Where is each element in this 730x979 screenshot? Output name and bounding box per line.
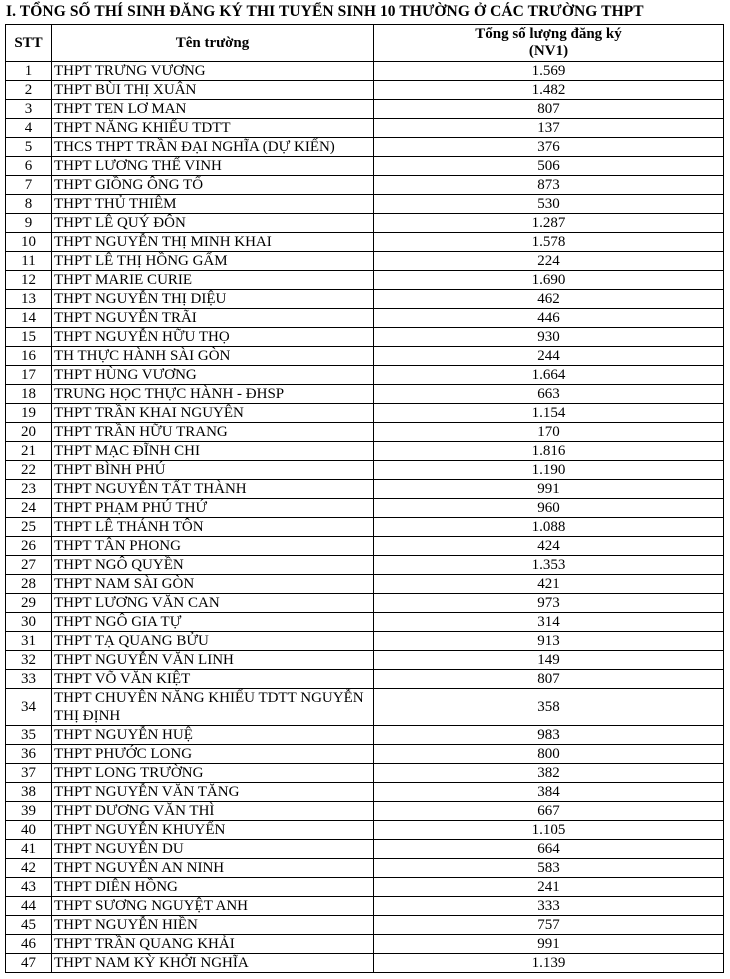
table-row bbox=[6, 309, 724, 328]
cell-total: 991 bbox=[374, 935, 724, 954]
cell-stt: 17 bbox=[6, 366, 52, 385]
cell-stt: 39 bbox=[6, 802, 52, 821]
table-row bbox=[6, 62, 724, 81]
table-row bbox=[6, 916, 724, 935]
cell-name: TRUNG HỌC THỰC HÀNH - ĐHSP bbox=[52, 385, 374, 404]
cell-stt: 6 bbox=[6, 157, 52, 176]
cell-name: THPT NGUYỄN VĂN LINH bbox=[52, 651, 374, 670]
cell-name: THPT NGUYỄN TRÃI bbox=[52, 309, 374, 328]
cell-name: TH THỰC HÀNH SÀI GÒN bbox=[52, 347, 374, 366]
table-row bbox=[6, 632, 724, 651]
cell-stt: 28 bbox=[6, 575, 52, 594]
cell-stt: 22 bbox=[6, 461, 52, 480]
table-row bbox=[6, 119, 724, 138]
header-stt: STT bbox=[6, 25, 52, 62]
table-row bbox=[6, 897, 724, 916]
cell-stt: 23 bbox=[6, 480, 52, 499]
cell-name: THPT NAM KỲ KHỞI NGHĨA bbox=[52, 954, 374, 973]
cell-name: THPT DIÊN HỒNG bbox=[52, 878, 374, 897]
cell-total: 1.139 bbox=[374, 954, 724, 973]
cell-stt: 8 bbox=[6, 195, 52, 214]
cell-name: THPT BÙI THỊ XUÂN bbox=[52, 81, 374, 100]
cell-stt: 9 bbox=[6, 214, 52, 233]
registration-table bbox=[5, 24, 724, 973]
cell-total: 1.287 bbox=[374, 214, 724, 233]
cell-total: 1.690 bbox=[374, 271, 724, 290]
cell-stt: 47 bbox=[6, 954, 52, 973]
header-total bbox=[374, 25, 724, 62]
cell-stt: 12 bbox=[6, 271, 52, 290]
cell-total: 241 bbox=[374, 878, 724, 897]
table-row bbox=[6, 81, 724, 100]
cell-total: 663 bbox=[374, 385, 724, 404]
cell-name: THPT DƯƠNG VĂN THÌ bbox=[52, 802, 374, 821]
cell-total: 446 bbox=[374, 309, 724, 328]
cell-name: THPT NGÔ QUYỀN bbox=[52, 556, 374, 575]
table-row bbox=[6, 366, 724, 385]
cell-name: THPT CHUYÊN NĂNG KHIẾU TDTT NGUYỄN THỊ ĐỊNH bbox=[52, 689, 374, 726]
cell-name: THPT NGUYỄN HỮU THỌ bbox=[52, 328, 374, 347]
cell-name: THPT VÕ VĂN KIỆT bbox=[52, 670, 374, 689]
cell-stt: 38 bbox=[6, 783, 52, 802]
cell-stt: 16 bbox=[6, 347, 52, 366]
cell-name: THPT NGUYỄN VĂN TĂNG bbox=[52, 783, 374, 802]
table-row bbox=[6, 556, 724, 575]
cell-total: 1.154 bbox=[374, 404, 724, 423]
cell-stt: 42 bbox=[6, 859, 52, 878]
table-row bbox=[6, 935, 724, 954]
cell-total: 333 bbox=[374, 897, 724, 916]
table-row bbox=[6, 670, 724, 689]
cell-name: THPT NGUYỄN HIỀN bbox=[52, 916, 374, 935]
table-row bbox=[6, 271, 724, 290]
cell-name: THPT LÊ THỊ HỒNG GẤM bbox=[52, 252, 374, 271]
cell-total: 960 bbox=[374, 499, 724, 518]
cell-stt: 41 bbox=[6, 840, 52, 859]
header-total-line1: Tổng số lượng đăng ký bbox=[475, 26, 622, 42]
cell-stt: 36 bbox=[6, 745, 52, 764]
cell-name: THPT THỦ THIÊM bbox=[52, 195, 374, 214]
table-row bbox=[6, 100, 724, 119]
cell-total: 506 bbox=[374, 157, 724, 176]
cell-name: THPT PHẠM PHÚ THỨ bbox=[52, 499, 374, 518]
cell-stt: 3 bbox=[6, 100, 52, 119]
cell-total: 170 bbox=[374, 423, 724, 442]
cell-total: 382 bbox=[374, 764, 724, 783]
cell-stt: 27 bbox=[6, 556, 52, 575]
cell-total: 376 bbox=[374, 138, 724, 157]
cell-stt: 26 bbox=[6, 537, 52, 556]
cell-total: 930 bbox=[374, 328, 724, 347]
cell-stt: 20 bbox=[6, 423, 52, 442]
table-row bbox=[6, 613, 724, 632]
table-row bbox=[6, 575, 724, 594]
table-row bbox=[6, 764, 724, 783]
cell-stt: 34 bbox=[6, 689, 52, 726]
cell-stt: 7 bbox=[6, 176, 52, 195]
cell-name: THPT HÙNG VƯƠNG bbox=[52, 366, 374, 385]
cell-stt: 35 bbox=[6, 726, 52, 745]
cell-stt: 30 bbox=[6, 613, 52, 632]
table-row bbox=[6, 404, 724, 423]
cell-name: THPT MẠC ĐĨNH CHI bbox=[52, 442, 374, 461]
cell-total: 421 bbox=[374, 575, 724, 594]
table-row bbox=[6, 594, 724, 613]
header-total-line2: (NV1) bbox=[528, 43, 569, 59]
table-row bbox=[6, 537, 724, 556]
table-row bbox=[6, 783, 724, 802]
table-row bbox=[6, 499, 724, 518]
cell-total: 462 bbox=[374, 290, 724, 309]
cell-stt: 19 bbox=[6, 404, 52, 423]
cell-stt: 31 bbox=[6, 632, 52, 651]
cell-stt: 29 bbox=[6, 594, 52, 613]
header-school: Tên trường bbox=[52, 25, 374, 62]
cell-total: 807 bbox=[374, 100, 724, 119]
cell-name: THPT BÌNH PHÚ bbox=[52, 461, 374, 480]
table-row bbox=[6, 157, 724, 176]
table-row bbox=[6, 878, 724, 897]
cell-stt: 14 bbox=[6, 309, 52, 328]
cell-total: 1.569 bbox=[374, 62, 724, 81]
cell-stt: 24 bbox=[6, 499, 52, 518]
cell-name: THPT TEN LƠ MAN bbox=[52, 100, 374, 119]
cell-name: THPT SƯƠNG NGUYỆT ANH bbox=[52, 897, 374, 916]
cell-name: THPT TRẦN QUANG KHẢI bbox=[52, 935, 374, 954]
cell-total: 1.664 bbox=[374, 366, 724, 385]
cell-name: THPT LÊ QUÝ ĐÔN bbox=[52, 214, 374, 233]
cell-name: THPT PHƯỚC LONG bbox=[52, 745, 374, 764]
cell-name: THPT TẠ QUANG BỬU bbox=[52, 632, 374, 651]
cell-total: 1.190 bbox=[374, 461, 724, 480]
cell-name: THPT NAM SÀI GÒN bbox=[52, 575, 374, 594]
cell-total: 314 bbox=[374, 613, 724, 632]
cell-stt: 4 bbox=[6, 119, 52, 138]
cell-name: THPT NGÔ GIA TỰ bbox=[52, 613, 374, 632]
cell-total: 530 bbox=[374, 195, 724, 214]
table-row bbox=[6, 252, 724, 271]
table-row bbox=[6, 233, 724, 252]
table-row bbox=[6, 385, 724, 404]
table-row bbox=[6, 442, 724, 461]
table-row bbox=[6, 347, 724, 366]
table-body bbox=[6, 62, 724, 973]
cell-stt: 18 bbox=[6, 385, 52, 404]
cell-total: 384 bbox=[374, 783, 724, 802]
cell-name: THPT NGUYỄN THỊ DIỆU bbox=[52, 290, 374, 309]
cell-name: THPT NGUYỄN HUỆ bbox=[52, 726, 374, 745]
table-row bbox=[6, 821, 724, 840]
cell-total: 1.816 bbox=[374, 442, 724, 461]
table-row bbox=[6, 423, 724, 442]
cell-total: 358 bbox=[374, 689, 724, 726]
cell-name: THPT MARIE CURIE bbox=[52, 271, 374, 290]
cell-stt: 32 bbox=[6, 651, 52, 670]
table-row bbox=[6, 290, 724, 309]
table-row bbox=[6, 840, 724, 859]
cell-name: THPT NGUYỄN DU bbox=[52, 840, 374, 859]
cell-total: 1.088 bbox=[374, 518, 724, 537]
cell-name: THPT TÂN PHONG bbox=[52, 537, 374, 556]
table-row bbox=[6, 859, 724, 878]
cell-name: THPT GIỒNG ÔNG TỐ bbox=[52, 176, 374, 195]
cell-name: THPT TRƯNG VƯƠNG bbox=[52, 62, 374, 81]
cell-stt: 2 bbox=[6, 81, 52, 100]
table-row bbox=[6, 138, 724, 157]
cell-total: 149 bbox=[374, 651, 724, 670]
cell-name: THPT NGUYỄN KHUYẾN bbox=[52, 821, 374, 840]
cell-stt: 5 bbox=[6, 138, 52, 157]
table-row bbox=[6, 726, 724, 745]
cell-total: 1.578 bbox=[374, 233, 724, 252]
cell-name: THPT LƯƠNG VĂN CAN bbox=[52, 594, 374, 613]
cell-name: THPT LƯƠNG THẾ VINH bbox=[52, 157, 374, 176]
cell-name: THPT TRẦN HỮU TRANG bbox=[52, 423, 374, 442]
cell-stt: 44 bbox=[6, 897, 52, 916]
table-row bbox=[6, 328, 724, 347]
cell-stt: 11 bbox=[6, 252, 52, 271]
cell-total: 224 bbox=[374, 252, 724, 271]
cell-stt: 21 bbox=[6, 442, 52, 461]
cell-total: 137 bbox=[374, 119, 724, 138]
cell-stt: 1 bbox=[6, 62, 52, 81]
cell-total: 800 bbox=[374, 745, 724, 764]
cell-total: 667 bbox=[374, 802, 724, 821]
cell-stt: 40 bbox=[6, 821, 52, 840]
table-row bbox=[6, 745, 724, 764]
cell-total: 913 bbox=[374, 632, 724, 651]
table-row bbox=[6, 802, 724, 821]
cell-total: 664 bbox=[374, 840, 724, 859]
cell-stt: 37 bbox=[6, 764, 52, 783]
cell-name: THPT NĂNG KHIẾU TDTT bbox=[52, 119, 374, 138]
cell-total: 807 bbox=[374, 670, 724, 689]
table-row bbox=[6, 461, 724, 480]
cell-total: 991 bbox=[374, 480, 724, 499]
table-row bbox=[6, 954, 724, 973]
table-row bbox=[6, 651, 724, 670]
cell-name: THPT NGUYỄN AN NINH bbox=[52, 859, 374, 878]
cell-stt: 15 bbox=[6, 328, 52, 347]
page-title: I. TỔNG SỐ THÍ SINH ĐĂNG KÝ THI TUYỂN SINH 10 THƯỜNG Ở CÁC TRƯỜNG THPT bbox=[6, 3, 644, 20]
cell-stt: 13 bbox=[6, 290, 52, 309]
table-row bbox=[6, 195, 724, 214]
cell-stt: 10 bbox=[6, 233, 52, 252]
table-header-row bbox=[6, 25, 724, 62]
cell-total: 873 bbox=[374, 176, 724, 195]
cell-stt: 46 bbox=[6, 935, 52, 954]
cell-stt: 43 bbox=[6, 878, 52, 897]
table-row bbox=[6, 518, 724, 537]
cell-name: THPT NGUYỄN TẤT THÀNH bbox=[52, 480, 374, 499]
table-row bbox=[6, 480, 724, 499]
cell-total: 1.482 bbox=[374, 81, 724, 100]
cell-name: THPT LÊ THÁNH TÔN bbox=[52, 518, 374, 537]
table-row bbox=[6, 214, 724, 233]
cell-total: 244 bbox=[374, 347, 724, 366]
cell-total: 983 bbox=[374, 726, 724, 745]
cell-stt: 25 bbox=[6, 518, 52, 537]
table-row bbox=[6, 176, 724, 195]
cell-name: THPT TRẦN KHAI NGUYÊN bbox=[52, 404, 374, 423]
cell-name: THPT LONG TRƯỜNG bbox=[52, 764, 374, 783]
cell-stt: 33 bbox=[6, 670, 52, 689]
cell-total: 1.353 bbox=[374, 556, 724, 575]
table-row bbox=[6, 689, 724, 726]
cell-total: 1.105 bbox=[374, 821, 724, 840]
cell-total: 973 bbox=[374, 594, 724, 613]
cell-name: THCS THPT TRẦN ĐẠI NGHĨA (DỰ KIẾN) bbox=[52, 138, 374, 157]
cell-total: 757 bbox=[374, 916, 724, 935]
cell-stt: 45 bbox=[6, 916, 52, 935]
cell-name: THPT NGUYỄN THỊ MINH KHAI bbox=[52, 233, 374, 252]
cell-total: 583 bbox=[374, 859, 724, 878]
cell-total: 424 bbox=[374, 537, 724, 556]
